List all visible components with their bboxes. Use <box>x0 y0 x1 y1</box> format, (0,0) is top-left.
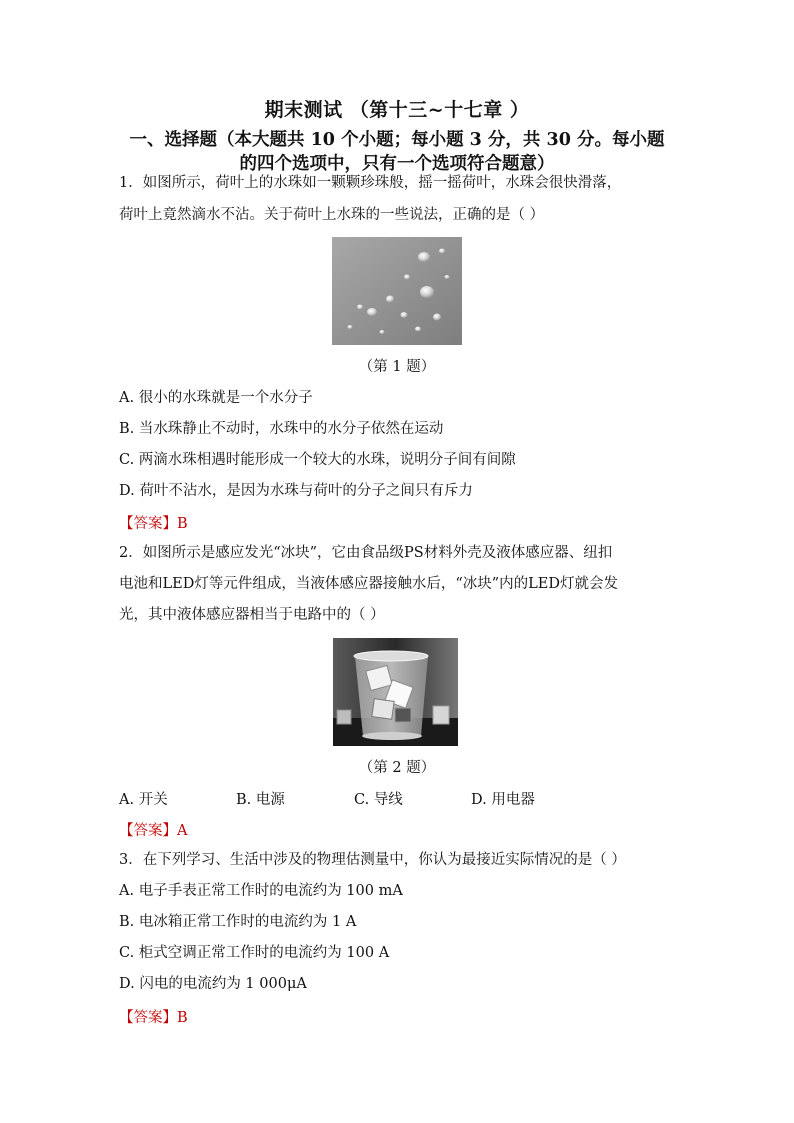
q1-option-a: A. 很小的水珠就是一个水分子 <box>119 390 313 406</box>
q3-option-b: B. 电冰箱正常工作时的电流约为 1 A <box>119 914 357 930</box>
q3-answer: 【答案】B <box>119 1010 188 1026</box>
q2-option-c: C. 导线 <box>354 792 403 808</box>
q2-stem-line3: 光，其中液体感应器相当于电路中的（ ） <box>119 607 385 623</box>
q3-option-d: D. 闪电的电流约为 1 000μA <box>119 976 307 992</box>
q1-answer: 【答案】B <box>119 516 188 532</box>
glowing-ice-cube-glass-image <box>333 638 458 746</box>
q3-stem: 3．在下列学习、生活中涉及的物理估测量中，你认为最接近实际情况的是（ ） <box>119 852 626 868</box>
q3-option-a: A. 电子手表正常工作时的电流约为 100 mA <box>119 883 403 899</box>
lotus-water-droplets-image <box>332 237 462 345</box>
q1-option-b: B. 当水珠静止不动时，水珠中的水分子依然在运动 <box>119 421 444 437</box>
q2-answer: 【答案】A <box>119 823 188 839</box>
q2-stem-line1: 2．如图所示是感应发光“冰块”，它由食品级PS材料外壳及液体感应器、纽扣 <box>119 545 613 561</box>
figure-2-caption: （第 2 题） <box>358 760 436 776</box>
q3-option-c: C. 柜式空调正常工作时的电流约为 100 A <box>119 945 390 961</box>
section-heading-line1: 一、选择题（本大题共 10 个小题；每小题 3 分，共 30 分。每小题 <box>129 130 665 150</box>
q1-option-d: D. 荷叶不沾水，是因为水珠与荷叶的分子之间只有斥力 <box>119 483 473 499</box>
page-title: 期末测试 （第十三~十七章 ） <box>264 99 530 121</box>
figure-1-caption: （第 1 题） <box>358 359 436 375</box>
section-heading-line2: 的四个选项中，只有一个选项符合题意） <box>239 154 555 174</box>
q1-stem-line1: 1．如图所示，荷叶上的水珠如一颗颗珍珠般，摇一摇荷叶，水珠会很快滑落， <box>119 175 622 191</box>
q2-option-d: D. 用电器 <box>471 792 535 808</box>
q1-option-c: C. 两滴水珠相遇时能形成一个较大的水珠，说明分子间有间隙 <box>119 452 516 468</box>
q2-option-a: A. 开关 <box>119 792 168 808</box>
q1-stem-line2: 荷叶上竟然滴水不沾。关于荷叶上水珠的一些说法，正确的是（ ） <box>119 207 545 223</box>
q2-option-b: B. 电源 <box>236 792 285 808</box>
q2-stem-line2: 电池和LED灯等元件组成，当液体感应器接触水后，“冰块”内的LED灯就会发 <box>119 576 619 592</box>
